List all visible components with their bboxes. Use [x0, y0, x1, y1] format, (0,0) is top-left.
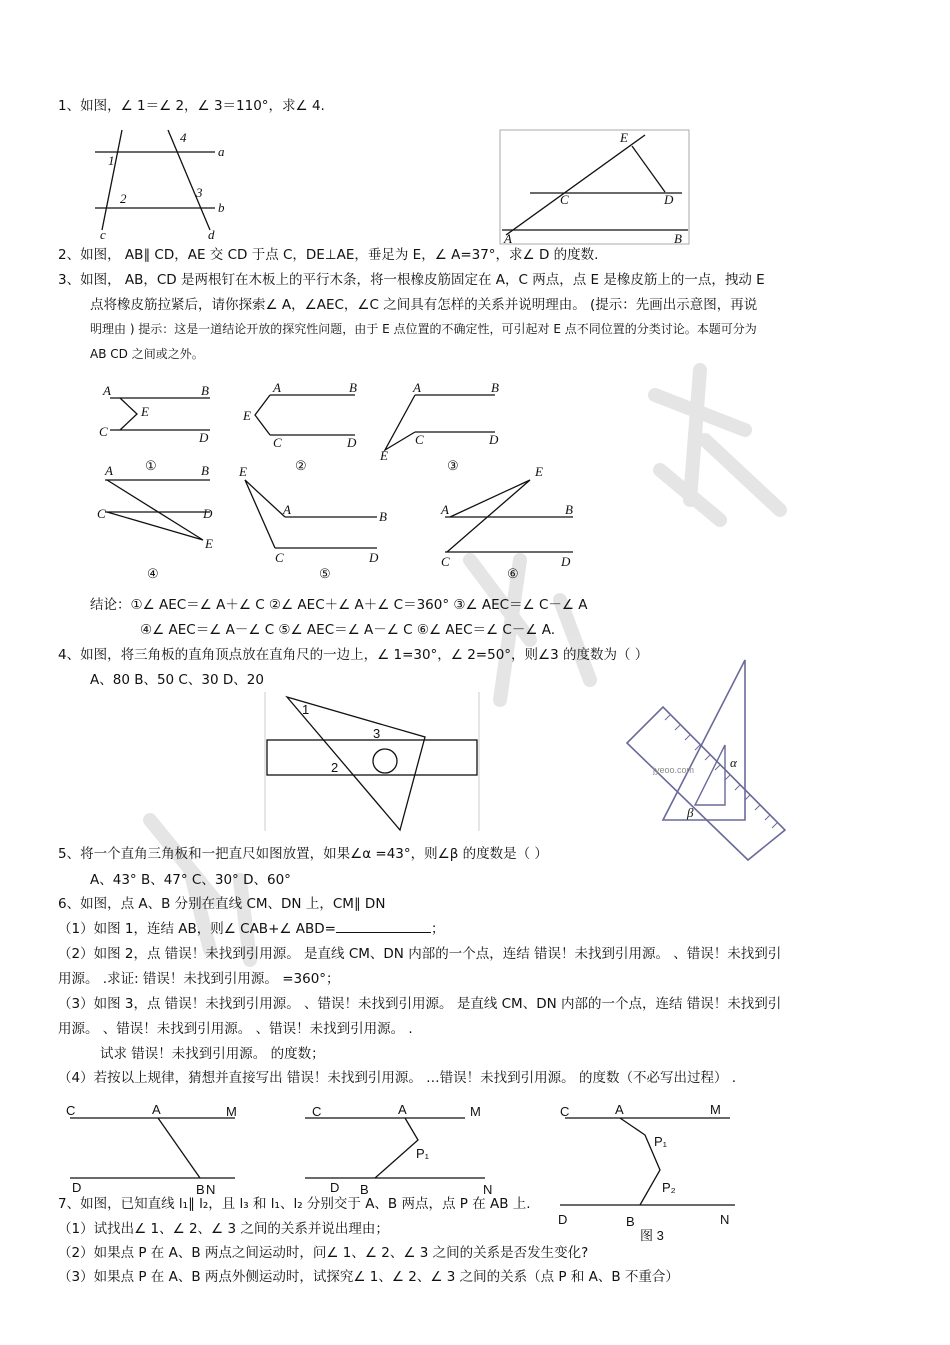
- svg-text:C: C: [99, 424, 108, 439]
- svg-text:B: B: [379, 509, 387, 524]
- q6-part3a: （3）如图 3，点 错误！未找到引用源。 、错误！未找到引用源。 是直线 CM、DN 内部的一个点，连结 错误！未找到引: [58, 996, 782, 1012]
- q4-options: A、80 B、50 C、30 D、20: [90, 672, 264, 688]
- svg-text:C: C: [66, 1103, 76, 1118]
- svg-text:E: E: [243, 408, 251, 423]
- q3-line3: 明理由 ) 提示：这是一道结论开放的探究性问题，由于 E 点位置的不确定性，可引起对 E 点不同位置的分类讨论。本题可分为: [90, 322, 757, 336]
- svg-text:B: B: [626, 1214, 635, 1229]
- svg-text:E: E: [205, 536, 213, 551]
- label-alpha: α: [730, 755, 737, 770]
- label-1: 1: [108, 153, 115, 168]
- q6-part2b: 用源。 .求证: 错误！未找到引用源。 =360°；: [58, 971, 340, 987]
- figure-ruler-and-triangle: [625, 655, 790, 860]
- svg-text:C: C: [441, 554, 450, 569]
- svg-text:B: B: [360, 1182, 369, 1197]
- figure-triangle-ade: [500, 130, 690, 245]
- label-P2-fig3: P₂: [662, 1180, 676, 1195]
- q3-line4: AB CD 之间或之外。: [90, 347, 204, 361]
- svg-text:C: C: [273, 435, 282, 450]
- label-P1-fig3: P₁: [654, 1134, 668, 1149]
- label-B: B: [674, 231, 682, 246]
- figure-set-square-on-ruler: [265, 692, 480, 832]
- q5-text: 5、将一个直角三角板和一把直尺如图放置，如果∠α =43°，则∠β 的度数是（ ）: [58, 846, 548, 862]
- svg-text:B: B: [491, 380, 499, 395]
- svg-text:C: C: [275, 550, 284, 565]
- svg-text:A: A: [105, 463, 113, 478]
- q7-part2: （2）如果点 P 在 A、B 两点之间运动时，问∠ 1、∠ 2、∠ 3 之间的关系是否发生变化?: [58, 1245, 589, 1261]
- q1-text: 1、如图，∠ 1＝∠ 2，∠ 3＝110°，求∠ 4.: [58, 98, 325, 114]
- svg-text:C: C: [415, 432, 424, 447]
- q2-text: 2、如图， AB∥ CD，AE 交 CD 于点 C，DE⊥AE，垂足为 E，∠ A=37°，求∠ D 的度数.: [58, 247, 599, 263]
- q6-part1-text: （1）如图 1，连结 AB，则∠ CAB+∠ ABD=: [58, 921, 336, 937]
- svg-text:M: M: [226, 1104, 237, 1119]
- svg-text:N: N: [206, 1182, 216, 1197]
- label-D: D: [664, 192, 674, 207]
- svg-text:A: A: [413, 380, 421, 395]
- circled-6: ⑥: [507, 566, 519, 581]
- label-a: a: [218, 144, 225, 159]
- svg-text:C: C: [560, 1104, 570, 1119]
- svg-text:C: C: [97, 506, 106, 521]
- jyeoo-watermark: jyeoo.com: [653, 765, 695, 775]
- label-2: 2: [120, 191, 127, 206]
- svg-text:A: A: [615, 1102, 624, 1117]
- q3-line1: 3、如图， AB，CD 是两根钉在木板上的平行木条，将一根橡皮筋固定在 A，C 两点，点 E 是橡皮筋上的一点，拽动 E: [58, 272, 765, 288]
- svg-text:A: A: [152, 1102, 161, 1117]
- svg-text:A: A: [441, 502, 449, 517]
- svg-text:D: D: [330, 1180, 340, 1195]
- svg-text:D: D: [203, 506, 213, 521]
- svg-text:B: B: [565, 502, 573, 517]
- svg-text:B: B: [201, 383, 209, 398]
- svg-text:D: D: [199, 430, 209, 445]
- q6-part2a: （2）如图 2，点 错误！未找到引用源。 是直线 CM、DN 内部的一个点，连结 错误！未找到引用源。 、错误！未找到引: [58, 946, 782, 962]
- svg-text:B: B: [349, 380, 357, 395]
- label-b: b: [218, 200, 225, 215]
- q4-text: 4、如图，将三角板的直角顶点放在直角尺的一边上，∠ 1=30°，∠ 2=50°，则∠3 的度数为（ ）: [58, 647, 649, 663]
- circled-4: ④: [147, 566, 159, 581]
- label-C: C: [560, 192, 569, 207]
- label-beta: β: [687, 805, 694, 820]
- figure-parallel-lines-1: [90, 125, 230, 240]
- q7-part3: （3）如果点 P 在 A、B 两点外侧运动时，试探究∠ 1、∠ 2、∠ 3 之间的关系（点 P 和 A、B 不重合）: [58, 1269, 679, 1285]
- angle-label-3: 3: [373, 726, 381, 741]
- svg-text:B: B: [201, 463, 209, 478]
- svg-text:D: D: [561, 554, 571, 569]
- q3-line2: 点将橡皮筋拉紧后，请你探索∠ A，∠AEC，∠C 之间具有怎样的关系并说明理由。 (提示：先画出示意图，再说: [90, 297, 758, 313]
- svg-text:D: D: [72, 1180, 82, 1195]
- svg-text:D: D: [558, 1212, 568, 1227]
- q3-conclusion-1: 结论：①∠ AEC＝∠ A＋∠ C ②∠ AEC＋∠ A＋∠ C＝360° ③∠ AEC＝∠ C－∠ A: [90, 597, 588, 613]
- svg-text:M: M: [710, 1102, 721, 1117]
- q3-conclusion-2: ④∠ AEC＝∠ A－∠ C ⑤∠ AEC＝∠ A－∠ C ⑥∠ AEC＝∠ C－∠ A.: [140, 622, 556, 638]
- svg-text:D: D: [489, 432, 499, 447]
- answer-blank[interactable]: [336, 920, 431, 933]
- q6-part3b: 用源。 、错误！未找到引用源。 、错误！未找到引用源。 .: [58, 1021, 413, 1037]
- svg-text:N: N: [720, 1212, 730, 1227]
- q7-part1: （1）试找出∠ 1、∠ 2、∠ 3 之间的关系并说出理由；: [58, 1221, 389, 1237]
- q7-text: 7、如图，已知直线 l₁∥ l₂，且 l₃ 和 l₁、l₂ 分别交于 A、B 两点，点 P 在 AB 上.: [58, 1196, 531, 1212]
- q6-part1: [58, 920, 444, 938]
- figure-six-cases: [95, 380, 573, 585]
- label-A: A: [504, 231, 512, 246]
- svg-text:M: M: [470, 1104, 481, 1119]
- caption-fig3: 图 3: [640, 1228, 664, 1243]
- svg-text:C: C: [312, 1104, 322, 1119]
- label-c: c: [100, 227, 106, 242]
- label-d: d: [208, 227, 215, 242]
- circled-3: ③: [447, 458, 459, 473]
- circled-5: ⑤: [319, 566, 331, 581]
- svg-text:E: E: [380, 448, 388, 463]
- circled-1: ①: [145, 458, 157, 473]
- svg-text:E: E: [535, 464, 543, 479]
- circled-2: ②: [295, 458, 307, 473]
- label-4: 4: [180, 130, 187, 145]
- svg-text:A: A: [273, 380, 281, 395]
- q6-title: 6、如图，点 A、B 分别在直线 CM、DN 上，CM∥ DN: [58, 896, 386, 912]
- svg-text:A: A: [398, 1102, 407, 1117]
- label-3: 3: [196, 185, 203, 200]
- svg-text:A: A: [103, 383, 111, 398]
- svg-text:E: E: [141, 404, 149, 419]
- angle-label-2: 2: [331, 760, 339, 775]
- q5-options: A、43° B、47° C、30° D、60°: [90, 872, 291, 888]
- svg-text:N: N: [483, 1182, 493, 1197]
- svg-text:A: A: [283, 502, 291, 517]
- svg-text:D: D: [369, 550, 379, 565]
- q6-part4: （4）若按以上规律，猜想并直接写出 错误！未找到引用源。 …错误！未找到引用源。 的度数（不必写出过程） .: [58, 1070, 737, 1086]
- svg-text:E: E: [239, 464, 247, 479]
- q6-part3c: 试求 错误！未找到引用源。 的度数；: [100, 1046, 325, 1062]
- q6-part1-end: ；: [430, 921, 445, 937]
- svg-text:B: B: [196, 1182, 205, 1197]
- label-E: E: [620, 130, 628, 145]
- angle-label-1: 1: [302, 702, 310, 717]
- svg-text:D: D: [347, 435, 357, 450]
- label-P1-fig2: P₁: [416, 1146, 430, 1161]
